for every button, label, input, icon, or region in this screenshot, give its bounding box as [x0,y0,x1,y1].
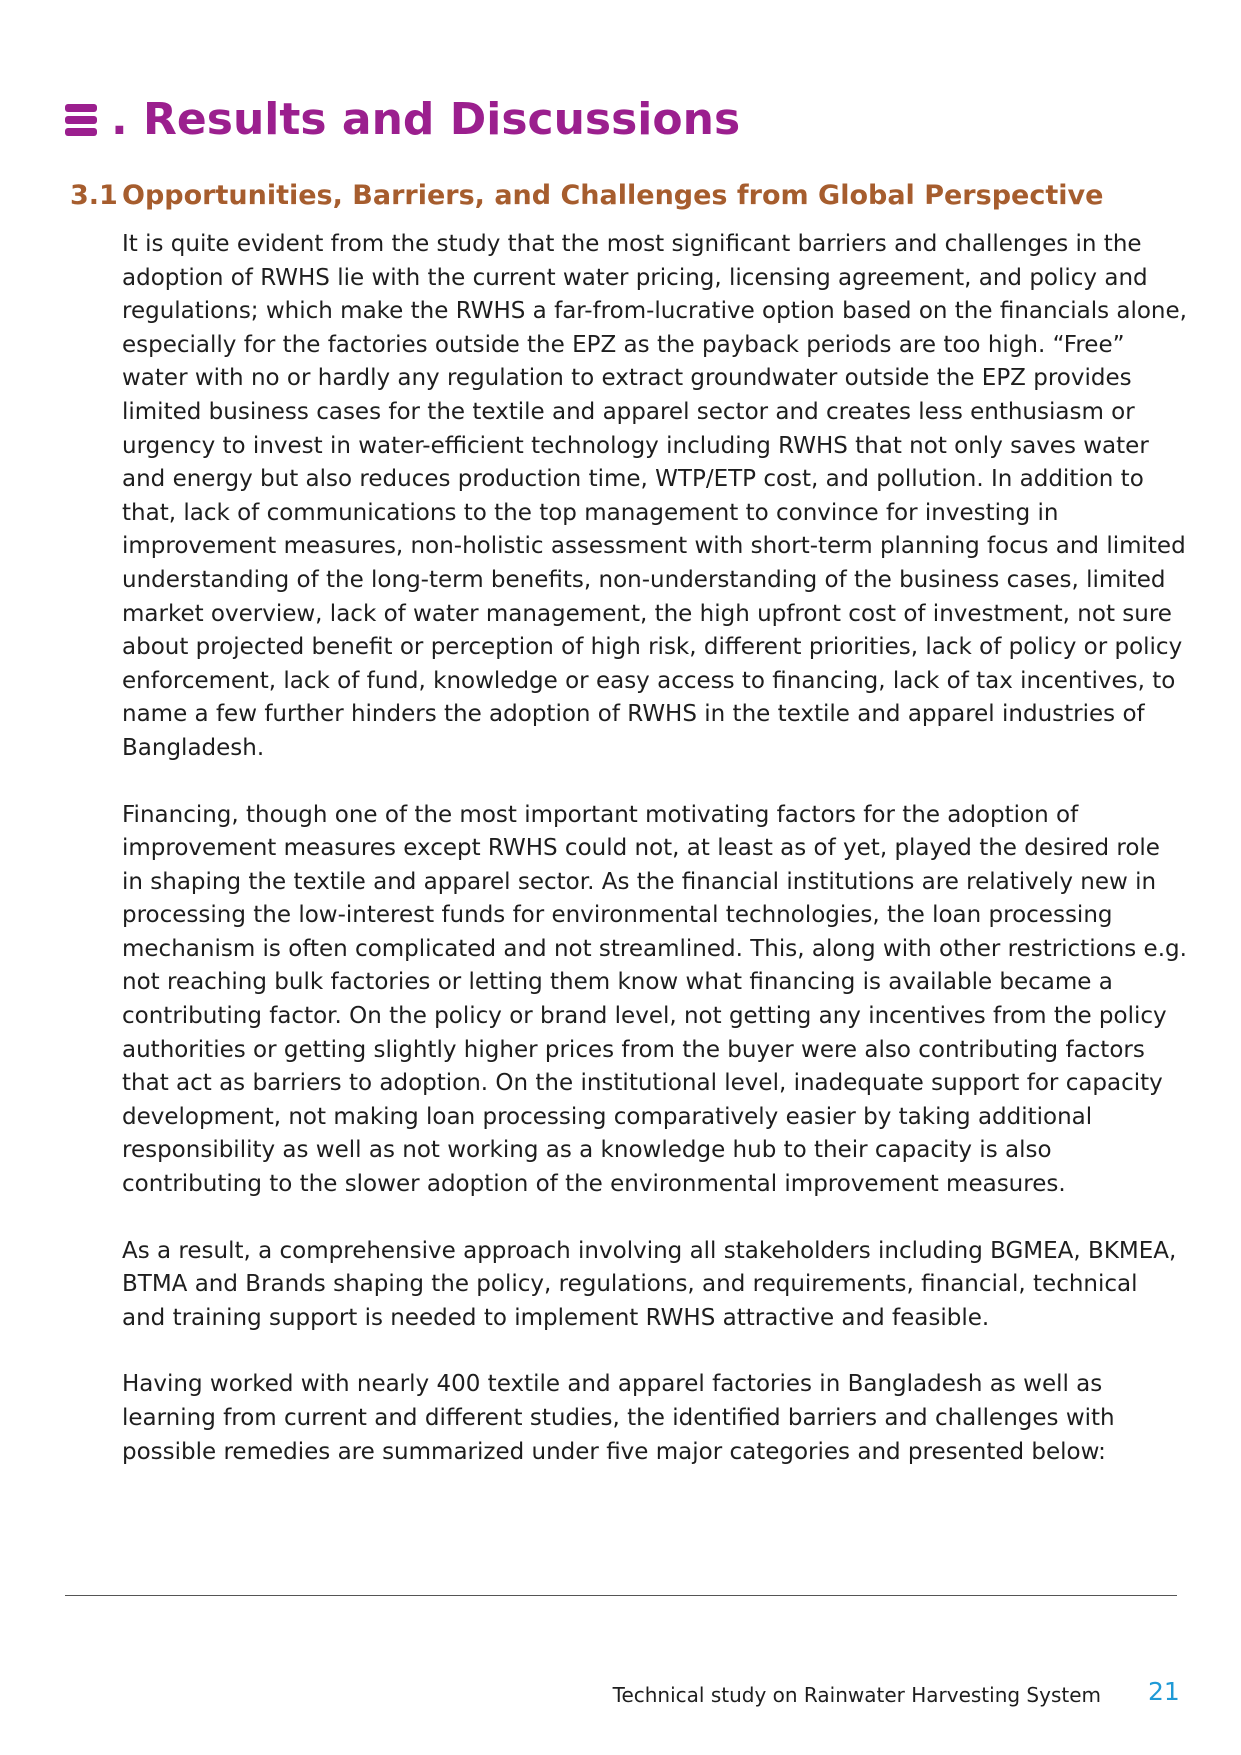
page-number: 21 [1148,1677,1180,1706]
section-number: 3.1 [70,180,118,211]
footer-title: Technical study on Rainwater Harvesting System [612,1683,1101,1707]
section-title: Opportunities, Barriers, and Challenges from Global Perspective [122,180,1104,211]
paragraph: As a result, a comprehensive approach involving all stakeholders including BGMEA, BKMEA, BTMA and Brands shaping the policy, regulations, and requirements, financial, technical and training support is needed to implement RWHS attractive and feasible. [122,1237,1177,1331]
paragraph: It is quite evident from the study that the most significant barriers and challenges in the adoption of RWHS lie with the current water pricing, licensing agreement, and policy and regulations; which make the RWHS a far-from-lucrative option based on the financials alone, especially for the factories outside the EPZ as the payback periods are too high. “Free” water with no or hardly any regulation to extract groundwater outside the EPZ provides limited business cases for the textile and apparel sector and creates less enthusiasm or urgency to invest in water-efficient technology including RWHS that not only saves water and energy but also reduces production time, WTP/ETP cost, and pollution. In addition to that, lack of communications to the top management to convince for investing in improvement measures, non-holistic assessment with short-term planning focus and limited understanding of the long-term benefits, non-understanding of the business cases, limited market overview, lack of water management, the high upfront cost of investment, not sure about projected benefit or perception of high risk, different priorities, lack of policy or policy enforcement, lack of fund, knowledge or easy access to financing, lack of tax incentives, to name a few further hinders the adoption of RWHS in the textile and apparel industries of Bangladesh. [122,231,1187,761]
chapter-heading [65,92,740,148]
footer-divider [65,1595,1177,1596]
paragraph: Financing, though one of the most important motivating factors for the adoption of improvement measures except RWHS could not, at least as of yet, played the desired role in shaping the textile and apparel sector. As the financial institutions are relatively new in processing the low-interest funds for environmental technologies, the loan processing mechanism is often complicated and not streamlined. This, along with other restrictions e.g. not reaching bulk factories or letting them know what financing is available became a contributing factor. On the policy or brand level, not getting any incentives from the policy authorities or getting slightly higher prices from the buyer were also contributing factors that act as barriers to adoption. On the institutional level, inadequate support for capacity development, not making loan processing comparatively easier by taking additional responsibility as well as not working as a knowledge hub to their capacity is also contributing to the slower adoption of the environmental improvement measures. [122,801,1187,1198]
three-bars-icon [65,103,97,137]
paragraph: Having worked with nearly 400 textile and apparel factories in Bangladesh as well as learning from current and different studies, the identified barriers and challenges with possible remedies are summarized under five major categories and presented below: [122,1371,1115,1465]
body-text [122,228,1187,1502]
chapter-title: . Results and Discussions [111,94,741,145]
section-heading [70,178,1103,214]
